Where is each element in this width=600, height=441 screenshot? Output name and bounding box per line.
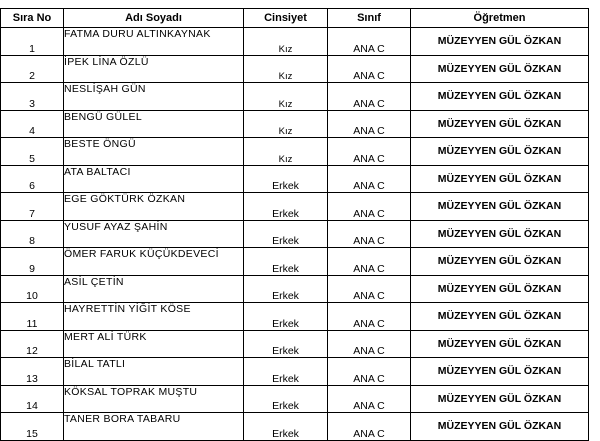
teacher-name: MÜZEYYEN GÜL ÖZKAN bbox=[411, 220, 589, 248]
teacher-name: MÜZEYYEN GÜL ÖZKAN bbox=[411, 413, 589, 441]
student-name: ASİL ÇETİN bbox=[64, 275, 244, 303]
teacher-name: MÜZEYYEN GÜL ÖZKAN bbox=[411, 275, 589, 303]
student-name: KÖKSAL TOPRAK MUŞTU bbox=[64, 385, 244, 413]
row-number: 12 bbox=[1, 330, 64, 358]
teacher-name: MÜZEYYEN GÜL ÖZKAN bbox=[411, 138, 589, 166]
student-name: EGE GÖKTÜRK ÖZKAN bbox=[64, 193, 244, 221]
student-name: NESLİŞAH GÜN bbox=[64, 83, 244, 111]
student-gender: Erkek bbox=[244, 358, 328, 386]
header-class: Sınıf bbox=[328, 9, 411, 28]
student-class: ANA C bbox=[328, 28, 411, 56]
header-name: Adı Soyadı bbox=[64, 9, 244, 28]
row-number: 5 bbox=[1, 138, 64, 166]
teacher-name: MÜZEYYEN GÜL ÖZKAN bbox=[411, 83, 589, 111]
student-gender: Erkek bbox=[244, 303, 328, 331]
student-name: HAYRETTİN YİĞİT KÖSE bbox=[64, 303, 244, 331]
student-gender: Kız bbox=[244, 28, 328, 56]
student-gender: Kız bbox=[244, 83, 328, 111]
student-gender: Erkek bbox=[244, 385, 328, 413]
student-name: İPEK LİNA ÖZLÜ bbox=[64, 55, 244, 83]
student-gender: Erkek bbox=[244, 330, 328, 358]
student-class: ANA C bbox=[328, 220, 411, 248]
row-number: 6 bbox=[1, 165, 64, 193]
table-header bbox=[1, 9, 589, 28]
table-row bbox=[1, 330, 589, 358]
row-number: 9 bbox=[1, 248, 64, 276]
header-gender: Cinsiyet bbox=[244, 9, 328, 28]
table-row bbox=[1, 28, 589, 56]
table-row bbox=[1, 385, 589, 413]
table-row bbox=[1, 193, 589, 221]
student-gender: Kız bbox=[244, 138, 328, 166]
row-number: 11 bbox=[1, 303, 64, 331]
student-gender: Erkek bbox=[244, 220, 328, 248]
table-body bbox=[1, 28, 589, 441]
student-gender: Kız bbox=[244, 55, 328, 83]
student-gender: Erkek bbox=[244, 165, 328, 193]
student-name: ATA BALTACI bbox=[64, 165, 244, 193]
row-number: 3 bbox=[1, 83, 64, 111]
student-class: ANA C bbox=[328, 55, 411, 83]
teacher-name: MÜZEYYEN GÜL ÖZKAN bbox=[411, 55, 589, 83]
student-name: BİLAL TATLI bbox=[64, 358, 244, 386]
row-number: 14 bbox=[1, 385, 64, 413]
student-name: FATMA DURU ALTINKAYNAK bbox=[64, 28, 244, 56]
student-class: ANA C bbox=[328, 330, 411, 358]
student-class: ANA C bbox=[328, 165, 411, 193]
student-name: BENGÜ GÜLEL bbox=[64, 110, 244, 138]
row-number: 1 bbox=[1, 28, 64, 56]
student-class: ANA C bbox=[328, 83, 411, 111]
teacher-name: MÜZEYYEN GÜL ÖZKAN bbox=[411, 303, 589, 331]
student-gender: Erkek bbox=[244, 248, 328, 276]
student-class: ANA C bbox=[328, 138, 411, 166]
student-class: ANA C bbox=[328, 358, 411, 386]
header-row bbox=[1, 9, 589, 28]
row-number: 8 bbox=[1, 220, 64, 248]
student-gender: Erkek bbox=[244, 193, 328, 221]
student-name: TANER BORA TABARU bbox=[64, 413, 244, 441]
student-gender: Kız bbox=[244, 110, 328, 138]
row-number: 15 bbox=[1, 413, 64, 441]
teacher-name: MÜZEYYEN GÜL ÖZKAN bbox=[411, 358, 589, 386]
teacher-name: MÜZEYYEN GÜL ÖZKAN bbox=[411, 385, 589, 413]
student-name: MERT ALİ TÜRK bbox=[64, 330, 244, 358]
row-number: 4 bbox=[1, 110, 64, 138]
row-number: 2 bbox=[1, 55, 64, 83]
table-row bbox=[1, 275, 589, 303]
teacher-name: MÜZEYYEN GÜL ÖZKAN bbox=[411, 28, 589, 56]
student-class: ANA C bbox=[328, 248, 411, 276]
student-class: ANA C bbox=[328, 193, 411, 221]
table-row bbox=[1, 55, 589, 83]
student-class: ANA C bbox=[328, 413, 411, 441]
student-name: ÖMER FARUK KÜÇÜKDEVECİ bbox=[64, 248, 244, 276]
header-teacher: Öğretmen bbox=[411, 9, 589, 28]
table-row bbox=[1, 358, 589, 386]
student-gender: Erkek bbox=[244, 275, 328, 303]
table-row bbox=[1, 138, 589, 166]
teacher-name: MÜZEYYEN GÜL ÖZKAN bbox=[411, 165, 589, 193]
student-class: ANA C bbox=[328, 385, 411, 413]
teacher-name: MÜZEYYEN GÜL ÖZKAN bbox=[411, 330, 589, 358]
student-name: BESTE ÖNGÜ bbox=[64, 138, 244, 166]
student-gender: Erkek bbox=[244, 413, 328, 441]
student-name: YUSUF AYAZ ŞAHİN bbox=[64, 220, 244, 248]
header-no: Sıra No bbox=[1, 9, 64, 28]
student-roster-table bbox=[0, 8, 589, 441]
table-row bbox=[1, 413, 589, 441]
table-row bbox=[1, 248, 589, 276]
row-number: 10 bbox=[1, 275, 64, 303]
row-number: 13 bbox=[1, 358, 64, 386]
teacher-name: MÜZEYYEN GÜL ÖZKAN bbox=[411, 110, 589, 138]
table-row bbox=[1, 83, 589, 111]
student-class: ANA C bbox=[328, 303, 411, 331]
table-row bbox=[1, 220, 589, 248]
table-row bbox=[1, 165, 589, 193]
student-class: ANA C bbox=[328, 110, 411, 138]
table-row bbox=[1, 303, 589, 331]
row-number: 7 bbox=[1, 193, 64, 221]
student-class: ANA C bbox=[328, 275, 411, 303]
table-row bbox=[1, 110, 589, 138]
teacher-name: MÜZEYYEN GÜL ÖZKAN bbox=[411, 193, 589, 221]
teacher-name: MÜZEYYEN GÜL ÖZKAN bbox=[411, 248, 589, 276]
